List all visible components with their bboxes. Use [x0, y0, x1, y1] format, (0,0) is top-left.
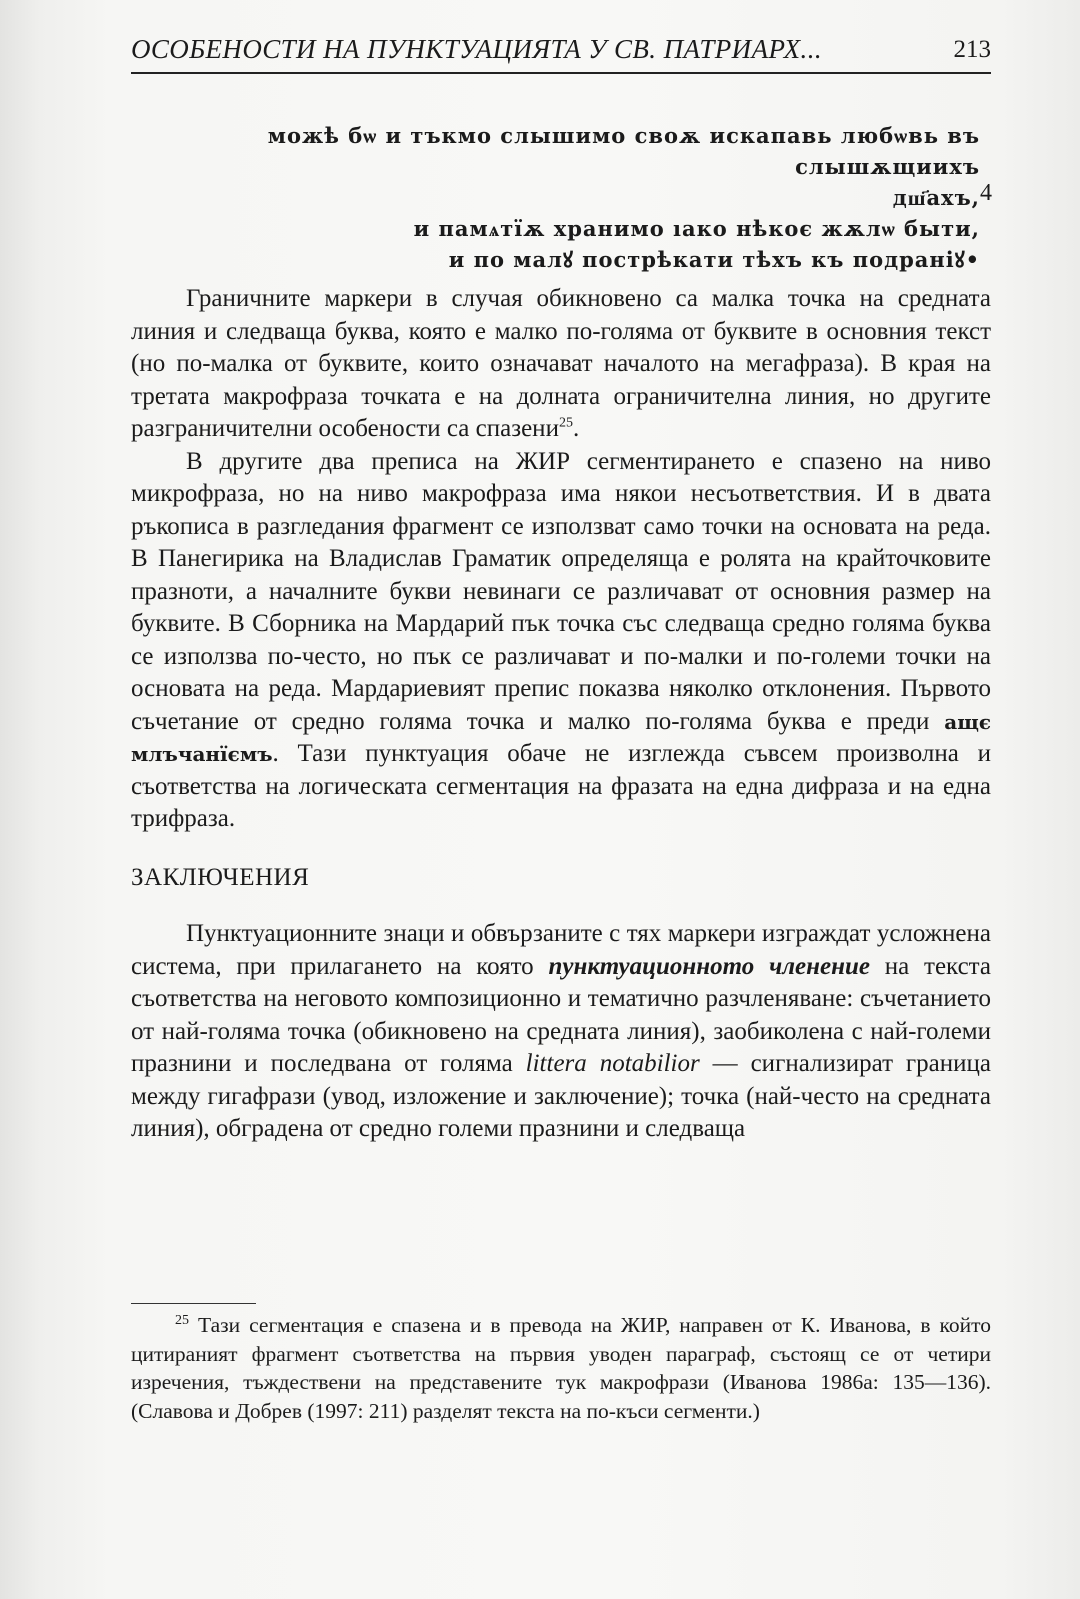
paragraph — [131, 283, 991, 446]
quote-line: можѣ бѡ и тъкмо слышимо своѫ искапавь любѡвь въ слышѫщиихъ — [267, 123, 980, 179]
latin-term: littera notabilior — [525, 1050, 700, 1077]
page-number: 213 — [953, 36, 991, 63]
emphasis: пунктуационното членение — [548, 952, 870, 980]
running-title: ОСОБЕНОСТИ НА ПУНКТУАЦИЯТА У СВ. ПАТРИАРХ... — [131, 34, 822, 64]
paragraph-text: Пунктуационните знаци и обвързаните с тях маркери изграждат усложнена система, при прилагането на която — [131, 920, 991, 980]
footnote-ref: 25 — [558, 415, 573, 431]
paragraph — [131, 446, 991, 836]
main-text — [131, 283, 991, 1146]
footnote-text: Тази сегментация е спазена и в превода на ЖИР, направен от К. Иванова, в който цитираният фрагмент съответства на първия уводен параграф, състоящ се от четири изречения, тъждествени на представените тук макрофрази (Иванова 1986а: 135—136). (Славова и Добрев (1997: 211) разделят текста на по-къси сегменти.) — [131, 1313, 992, 1423]
footnote — [131, 1311, 991, 1425]
paragraph-text: В другите два преписа на ЖИР сегментирането е спазено на ниво микрофраза, но на ниво макрофраза има някои несъответствия. И в двата ръкописа в разгледания фрагмент се използват само точки на основата на реда. В Панегирика на Владислав Граматик определяща е ролята на крайточковите празноти, а началните букви невинаги се различават от основния размер на буквите. В Сборника на Мардарий пък точка със следваща средно голяма буква се използва по-често, но пък се различават и по-малки и по-големи точки на основата на реда. Мардариевият препис показва няколко отклонения. Първото съчетание от средно голяма точка и малко по-голяма буква е преди — [131, 447, 991, 735]
verse-number: 4 — [980, 180, 992, 206]
quote-line: и памѧтїѫ хранимо ıако нѣкоє жѫлѡ быти, — [413, 216, 980, 241]
running-header — [131, 30, 991, 74]
paragraph-text: Граничните маркери в случая обикновено са малка точка на средната линия и следваща буква, която е малко по-голяма от буквите в основния текст (но по-малка от буквите, които означават началото на мегафраза). В края на третата макрофраза точката е на долната ограничителна линия, но другите разграничителни особености са спазени — [131, 285, 991, 442]
paragraph — [131, 918, 991, 1146]
paragraph-text: . — [572, 415, 580, 442]
church-slavonic-quote — [140, 120, 980, 275]
slavonic-inline: ащє млъчанїємъ — [131, 709, 992, 766]
quote-line: и по малꙋ пострѣкати тѣхъ къ подраніꙋ• — [448, 247, 980, 272]
paragraph-text: — сигнализират граница между гигафрази (увод, изложение и заключение); точка (най-често на средната линия), обградена от средно големи празнини и следваща — [131, 1050, 992, 1142]
paragraph-text: на текста съответства на неговото композиционно и тематично разчленяване: съчетанието от най-голяма точка (обикновено на средната линия), заобиколена с най-големи празнини и последвана от голяма — [131, 952, 991, 1077]
section-heading: ЗАКЛЮЧЕНИЯ — [131, 863, 310, 891]
quote-line: дш҃ахъ, — [892, 185, 980, 210]
paragraph-text: . Тази пунктуация обаче не изглежда съвсем произволна и съответства на логическата сегментация на фразата на една дифраза и на една трифраза. — [131, 740, 991, 832]
footnote-divider — [131, 1303, 256, 1304]
footnote-number: 25 — [175, 1312, 189, 1328]
